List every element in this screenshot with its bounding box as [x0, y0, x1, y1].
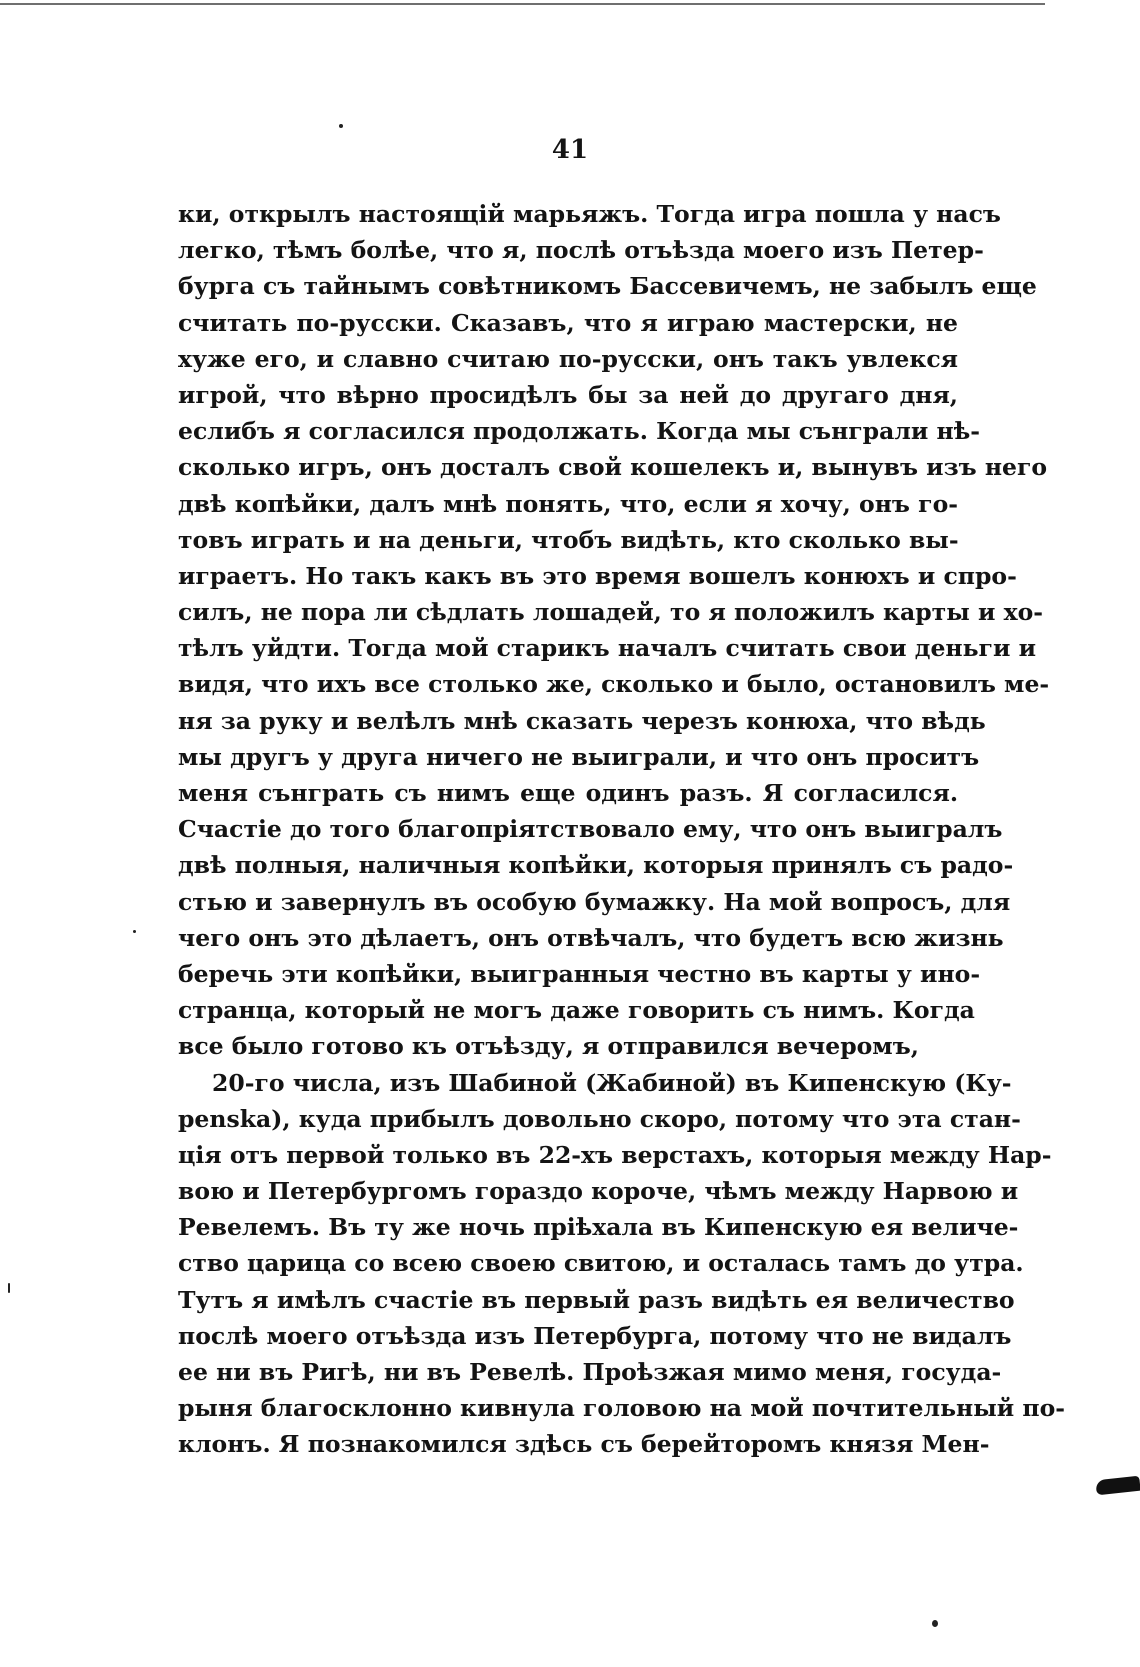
text-line: все было готово къ отъѣзду, я отправился вечеромъ, [178, 1032, 919, 1061]
text-line: вою и Петербургомъ гораздо короче, чѣмъ между Нарвою и [178, 1177, 1019, 1206]
text-line: странца, который не могъ даже говорить съ нимъ. Когда [178, 996, 975, 1025]
text-line: ня за руку и велѣлъ мнѣ сказать черезъ конюха, что вѣдь [178, 706, 986, 735]
text-line: сколько игръ, онъ досталъ свой кошелекъ и, вынувъ изъ него [178, 453, 1048, 482]
text-line: Ревелемъ. Въ ту же ночь пріѣхала въ Кипенскую ея величе- [178, 1213, 1019, 1242]
text-line: мы другъ у друга ничего не выиграли, и что онъ проситъ [178, 742, 980, 771]
text-line: игрой, что вѣрно просидѣлъ бы за ней до другаго дня, [178, 380, 958, 409]
text-line: рыня благосклонно кивнула головою на мой почтительный по- [178, 1394, 1066, 1423]
ink-smudge-mark [1095, 1476, 1140, 1496]
text-line: еслибъ я согласился продолжать. Когда мы сънграли нѣ- [178, 417, 980, 446]
text-line: penska), куда прибылъ довольно скоро, потому что эта стан- [178, 1104, 1021, 1133]
text-line: ки, открылъ настоящій марьяжъ. Тогда игра пошла у насъ [178, 200, 1001, 228]
text-line: играетъ. Но такъ какъ въ это время вошелъ конюхъ и спро- [178, 561, 1017, 590]
text-line: стью и завернулъ въ особую бумажку. На мой вопросъ, для [178, 887, 1011, 916]
ink-speck [932, 1620, 938, 1627]
text-line: 20-го числа, изъ Шабиной (Жабиной) въ Кипенскую (Ку- [212, 1068, 1012, 1097]
ink-speck [339, 124, 343, 128]
text-line: хуже его, и славно считаю по-русски, онъ такъ увлекся [178, 344, 958, 373]
text-line: ее ни въ Ригѣ, ни въ Ревелѣ. Проѣзжая мимо меня, госуда- [178, 1358, 1002, 1386]
text-line: бурга съ тайнымъ совѣтникомъ Бассевичемъ, не забылъ еще [178, 272, 1037, 301]
text-line: ція отъ первой только въ 22-хъ верстахъ, которыя между Нар- [178, 1140, 1052, 1169]
text-line: меня сънграть съ нимъ еще одинъ разъ. Я согласился. [178, 779, 958, 807]
text-line: видя, что ихъ все столько же, сколько и было, остановилъ ме- [178, 670, 1050, 699]
ink-speck [133, 930, 136, 933]
body-text [178, 196, 1066, 1463]
text-line: считать по-русски. Сказавъ, что я играю мастерски, не [178, 308, 958, 337]
text-line: легко, тѣмъ болѣе, что я, послѣ отъѣзда моего изъ Петер- [178, 236, 984, 265]
text-line: чего онъ это дѣлаетъ, онъ отвѣчалъ, что будетъ всю жизнь [178, 923, 1004, 952]
text-line: послѣ моего отъѣзда изъ Петербурга, потому что не видалъ [178, 1321, 1012, 1350]
text-line: тѣлъ уйдти. Тогда мой старикъ началъ считать свои деньги и [178, 634, 1037, 663]
text-line: беречь эти копѣйки, выигранныя честно въ карты у ино- [178, 959, 981, 988]
ink-speck [8, 1283, 10, 1293]
text-line: товъ играть и на деньги, чтобъ видѣть, кто сколько вы- [178, 525, 959, 554]
text-line: двѣ копѣйки, далъ мнѣ понять, что, если я хочу, онъ го- [178, 489, 958, 518]
page-number: 41 [551, 135, 589, 165]
top-edge-rule [0, 3, 1045, 5]
text-line: Счастіе до того благопріятствовало ему, что онъ выигралъ [178, 815, 1003, 844]
text-line: клонъ. Я познакомился здѣсь съ берейторомъ князя Мен- [178, 1430, 990, 1459]
text-line: ство царица со всею своею свитою, и осталась тамъ до утра. [178, 1249, 1024, 1278]
text-line: двѣ полныя, наличныя копѣйки, которыя принялъ съ радо- [178, 851, 1014, 880]
text-line: Тутъ я имѣлъ счастіе въ первый разъ видѣть ея величество [178, 1285, 1015, 1314]
text-line: силъ, не пора ли сѣдлать лошадей, то я положилъ карты и хо- [178, 598, 1044, 627]
